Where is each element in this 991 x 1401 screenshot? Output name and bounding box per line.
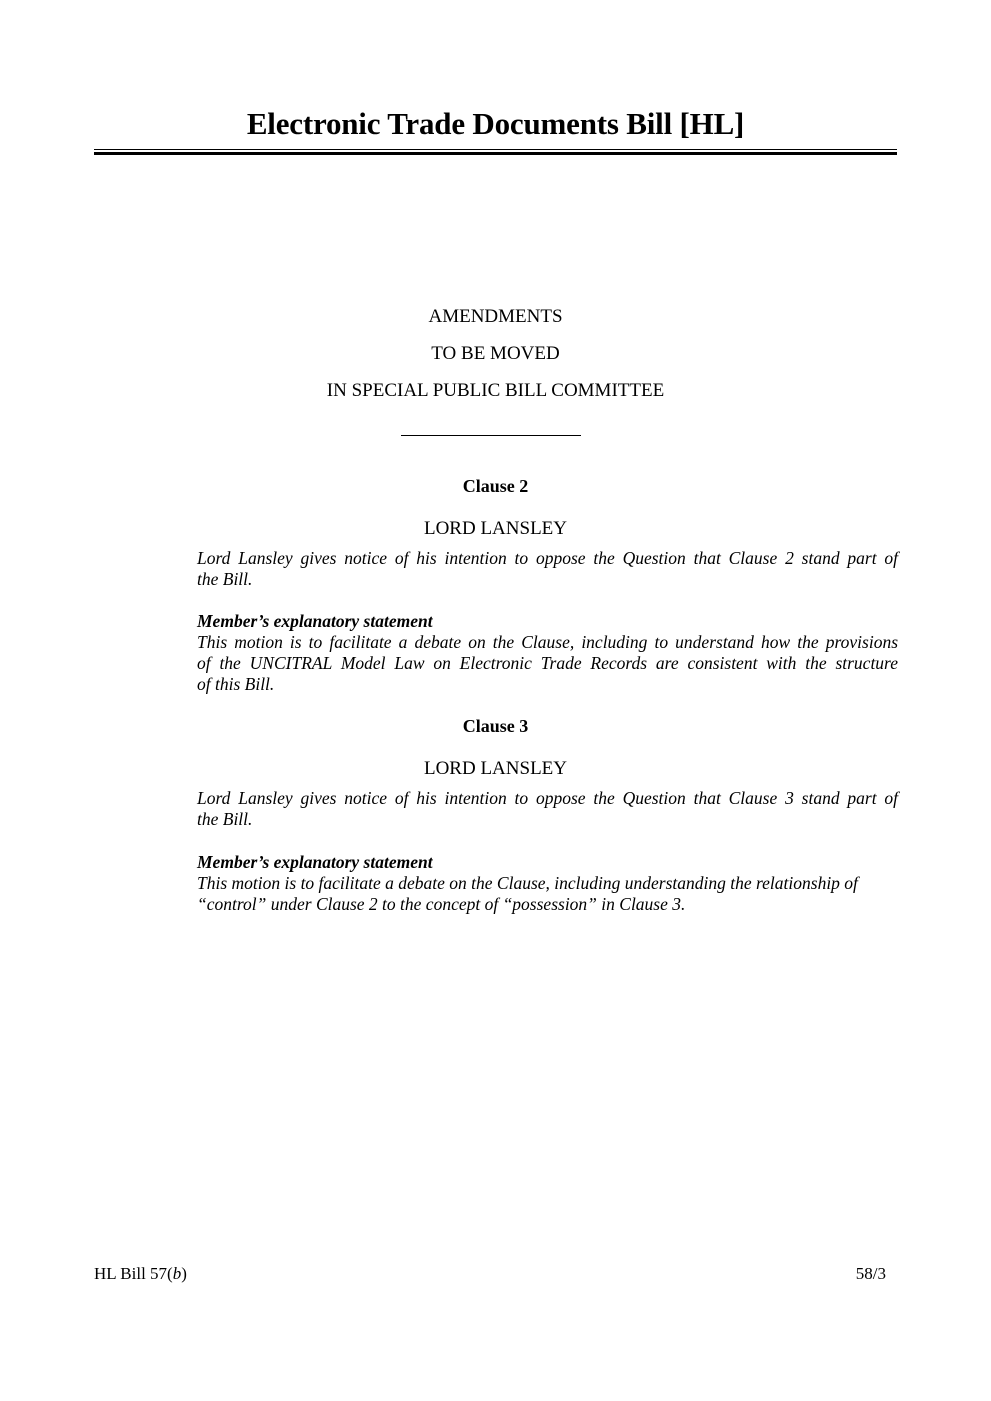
statement-line: of this Bill. bbox=[197, 674, 275, 694]
bill-number bbox=[94, 1264, 187, 1284]
heading-line-3: IN SPECIAL PUBLIC BILL COMMITTEE bbox=[326, 380, 665, 401]
section-divider bbox=[401, 435, 581, 436]
notice-text bbox=[197, 788, 898, 830]
clause-title: Clause 3 bbox=[462, 716, 529, 736]
member-name: LORD LANSLEY bbox=[423, 758, 568, 779]
statement-line: of the UNCITRAL Model Law on Electronic Trade Records are consistent with the structure bbox=[197, 653, 898, 673]
statement-line: This motion is to facilitate a debate on the Clause, including understanding the relationship of bbox=[197, 873, 858, 893]
title-rule-thick bbox=[94, 152, 897, 155]
notice-line: the Bill. bbox=[197, 809, 253, 829]
notice-line: Lord Lansley gives notice of his intention to oppose the Question that Clause 2 stand part of bbox=[197, 548, 898, 568]
statement-heading: Member’s explanatory statement bbox=[197, 611, 433, 631]
notice-line: the Bill. bbox=[197, 569, 253, 589]
heading-line-2: TO BE MOVED bbox=[431, 343, 560, 364]
statement-heading: Member’s explanatory statement bbox=[197, 852, 433, 872]
member-name: LORD LANSLEY bbox=[423, 518, 568, 539]
statement-line: “control” under Clause 2 to the concept of “possession” in Clause 3. bbox=[197, 894, 686, 914]
notice-line: Lord Lansley gives notice of his intention to oppose the Question that Clause 3 stand part of bbox=[197, 788, 898, 808]
explanatory-statement bbox=[197, 852, 898, 915]
title-rule-thin bbox=[94, 149, 897, 150]
bill-number-prefix: HL Bill 57( bbox=[94, 1264, 173, 1283]
bill-number-suffix: ) bbox=[181, 1264, 187, 1283]
explanatory-statement bbox=[197, 611, 898, 695]
heading-line-1: AMENDMENTS bbox=[428, 306, 563, 327]
document-title: Electronic Trade Documents Bill [HL] bbox=[246, 106, 745, 141]
page-reference: 58/3 bbox=[855, 1264, 886, 1283]
clause-title: Clause 2 bbox=[462, 476, 529, 496]
bill-number-letter: b bbox=[172, 1264, 182, 1283]
notice-text bbox=[197, 548, 898, 590]
statement-line: This motion is to facilitate a debate on the Clause, including to understand how the provisions bbox=[197, 632, 898, 652]
